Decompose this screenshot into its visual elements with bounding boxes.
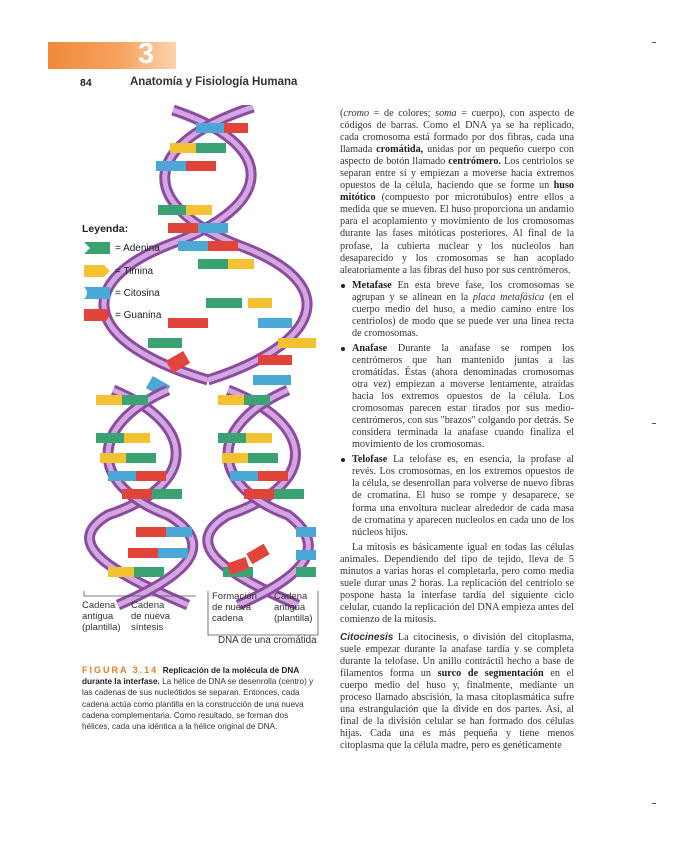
chapter-tab xyxy=(48,42,176,69)
list-item-metaphase: Metafase En esta breve fase, los cromosomas se agrupan y se alinean en la placa metafásica (en el cuerpo medio del huso, a medio camino entre los centriolos) de modo que se puede ver una línea recta de cromosomas. xyxy=(340,280,574,340)
list-item-telophase: Telofase La telofase es, en esencia, la profase al revés. Los cromosomas, en los extremos opuestos de la célula, se desenrollan para volverse de nuevo fibras de cromatina. El huso se rompe y desaparece, se forma una envoltura nuclear alrededor de cada masa de cromatina y aparecen nucleolos en cada uno de los núcleos hijos. xyxy=(340,454,574,538)
guanine-swatch-icon xyxy=(84,309,110,321)
dna-replication-figure xyxy=(78,105,330,650)
label-chromatid-dna: DNA de una cromátida xyxy=(218,635,317,646)
legend-item-cytosine: = Citosina xyxy=(84,286,160,300)
label-forming-chain: Formación de nueva cadena xyxy=(212,591,257,624)
crop-mark xyxy=(652,42,656,43)
paragraph-mitosis: La mitosis es básicamente igual en todas las células animales. Dependiendo del tipo de tejido, lleva de 5 minutos a varias horas el completarla, pero como media suele durar unas 2 horas. La replicación del centriolo se pospone hasta la interfase tardía del siguiente ciclo celular, cuando la replicación del DNA empieza antes del comienzo de la mitosis. xyxy=(340,541,574,625)
legend-item-thymine: = Timina xyxy=(84,264,153,278)
label-old-chain-right: Cadena antigua (plantilla) xyxy=(274,591,313,624)
thymine-swatch-icon xyxy=(84,265,110,277)
figure-caption xyxy=(82,665,318,732)
legend-title: Leyenda: xyxy=(82,223,129,235)
crop-mark xyxy=(652,423,656,424)
crop-mark xyxy=(652,803,656,804)
body-text-column xyxy=(340,108,574,752)
cytosine-swatch-icon xyxy=(84,287,110,299)
book-title: Anatomía y Fisiología Humana xyxy=(130,76,298,88)
chapter-number: 3 xyxy=(138,38,155,70)
phase-list xyxy=(340,280,574,539)
list-item-anaphase: Anafase Durante la anafase se rompen los centrómeros que han mantenido juntas a las cromátidas. Éstas (ahora denominadas cromosomas otra vez) empiezan a moverse lentamente, atraídas hacia los extremos opuestos de la célula. Los cromosomas parecen estar tirados por sus medio-centrómeros, con sus "brazos" colgando por detrás. Se considera terminada la anafase cuando finaliza el movimiento de los cromosomas. xyxy=(340,343,574,451)
label-new-chain: Cadena de nueva síntesis xyxy=(131,600,171,633)
adenine-swatch-icon xyxy=(84,242,110,254)
paragraph-prophase-end: (cromo = de colores; soma = cuerpo), con aspecto de códigos de barras. Como el DNA ya se ha replicado, cada cromosoma está formado por dos fibras, cada una llamada cromátida, unidas por un pequeño cuerpo con aspecto de botón llamado centrómero. Los centriolos se separan entre sí y empiezan a moverse hacia extremos opuestos de la célula, haciendo que se forme un huso mitótico (compuesto por microtúbulos) entre ellos a medida que se mueven. El huso proporciona un andamio para el acoplamiento y movimiento de los cromosomas durante las fases mitóticas posteriores. Al final de la profase, la cubierta nuclear y los nucleolos han desaparecido y los cromosomas se han acoplado aleatoriamente a las fibras del huso por sus centrómeros. xyxy=(340,108,574,276)
page-number: 84 xyxy=(80,77,92,89)
caption-title: Replicación de la molécula de DNA durante la interfase. xyxy=(82,666,299,687)
label-old-chain-left: Cadena antigua (plantilla) xyxy=(82,600,121,633)
caption-body: La hélice de DNA se desenrolla (centro) y las cadenas de sus nucleótidos se separan. Entonces, cada cadena actúa como plantilla en la construcción de una nueva cadena complementaria. Como resultado, se forman dos hélices, cada una idéntica a la hélice original de DNA. xyxy=(82,677,314,732)
figure-number: FIGURA 3.14 xyxy=(82,665,159,675)
base-pairs-upper xyxy=(146,123,316,398)
paragraph-cytokinesis: Citocinesis La citocinesis, o división del citoplasma, suele empezar durante la anafase tardía y se completa durante la telofase. Un anillo contráctil hecho a base de filamentos forma un surco de segmentación en el cuerpo medio del huso y, finalmente, mediante un proceso llamado abscisión, la masa citoplasmática sufre una estrangulación que la divide en dos partes. Así, al final de la división celular se han formado dos células hijas. Cada una es más pequeña y tiene menos citoplasma que la célula madre, pero es genéticamente xyxy=(340,631,575,752)
legend-item-guanine: = Guanina xyxy=(84,308,161,322)
legend-item-adenine: = Adenina xyxy=(84,241,160,255)
